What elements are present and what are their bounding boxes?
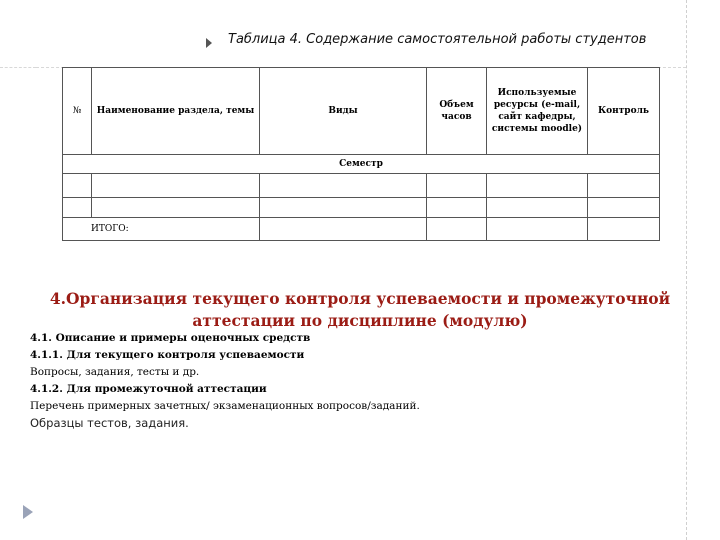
table-cell bbox=[63, 174, 92, 198]
subsection-heading: 4.1.2. Для промежуточной аттестации bbox=[30, 383, 267, 395]
guide-horizontal-line-left bbox=[0, 67, 36, 68]
body-line: Вопросы, задания, тесты и др. bbox=[30, 366, 200, 378]
table-cell bbox=[588, 198, 660, 218]
table-cell bbox=[427, 198, 487, 218]
section-body bbox=[30, 330, 420, 432]
table-cell bbox=[487, 218, 588, 241]
table-cell bbox=[260, 174, 427, 198]
table-cell bbox=[92, 174, 260, 198]
total-row bbox=[63, 218, 660, 241]
header-volume: Объем часов bbox=[427, 68, 487, 155]
self-study-table bbox=[62, 67, 660, 241]
body-line: Образцы тестов, задания. bbox=[30, 416, 189, 430]
total-label: ИТОГО: bbox=[63, 218, 260, 241]
table-cell bbox=[63, 198, 92, 218]
bullet-arrow-icon bbox=[206, 38, 212, 48]
table-row bbox=[63, 174, 660, 198]
table-cell bbox=[588, 218, 660, 241]
header-num: № bbox=[63, 68, 92, 155]
table-caption: Таблица 4. Содержание самостоятельной работы студентов bbox=[228, 32, 647, 47]
header-resources-label: Используемые ресурсы (e-mail, сайт кафедры, системы moodle) bbox=[491, 88, 583, 134]
header-resources bbox=[487, 68, 588, 155]
header-control: Контроль bbox=[588, 68, 660, 155]
table-cell bbox=[260, 218, 427, 241]
table-cell bbox=[260, 198, 427, 218]
semester-row bbox=[63, 155, 660, 174]
slide-corner-arrow-icon bbox=[23, 505, 33, 519]
header-section: Наименование раздела, темы bbox=[92, 68, 260, 155]
table-cell bbox=[487, 198, 588, 218]
table-header-row bbox=[63, 68, 660, 155]
subsection-heading: 4.1. Описание и примеры оценочных средств bbox=[30, 332, 311, 344]
subsection-heading: 4.1.1. Для текущего контроля успеваемости bbox=[30, 349, 305, 361]
table-cell bbox=[92, 198, 260, 218]
table-cell bbox=[427, 218, 487, 241]
header-types: Виды bbox=[260, 68, 427, 155]
table-cell bbox=[588, 174, 660, 198]
table-cell bbox=[427, 174, 487, 198]
body-line: Перечень примерных зачетных/ экзаменационных вопросов/заданий. bbox=[30, 400, 420, 412]
section-heading: 4.Организация текущего контроля успеваемости и промежуточной аттестации по дисциплине (модулю) bbox=[49, 289, 671, 330]
semester-label: Семестр bbox=[63, 155, 660, 174]
table-row bbox=[63, 198, 660, 218]
guide-vertical-line bbox=[686, 0, 687, 540]
table-cell bbox=[487, 174, 588, 198]
